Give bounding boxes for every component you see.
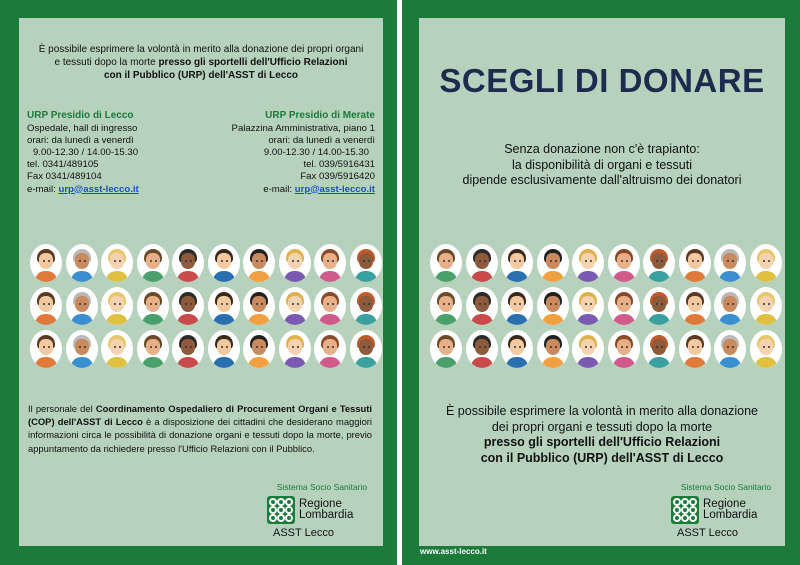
- person-portrait-icon: [137, 287, 169, 325]
- person-portrait-icon: [66, 287, 98, 325]
- person-portrait-icon: [430, 244, 462, 282]
- person-portrait-icon: [714, 287, 746, 325]
- person-portrait-icon: [137, 244, 169, 282]
- person-portrait-icon: [679, 287, 711, 325]
- tagline-line: Senza donazione non c'è trapianto:: [504, 142, 700, 156]
- person-portrait-icon: [537, 287, 569, 325]
- lower-line-bold: presso gli sportelli dell'Ufficio Relazioni: [483, 435, 721, 449]
- brand-region-line1: Regione: [703, 498, 746, 510]
- lecco-email-row: [27, 184, 139, 196]
- person-portrait-icon: [243, 244, 275, 282]
- left-panel: [19, 18, 383, 546]
- contact-lecco: [27, 110, 139, 196]
- person-portrait-icon: [608, 244, 640, 282]
- merate-email-row: [232, 184, 375, 196]
- left-intro: [19, 43, 383, 82]
- right-panel: [419, 18, 785, 546]
- person-portrait-icon: [537, 330, 569, 368]
- person-portrait-icon: [501, 330, 533, 368]
- lecco-email-label: e-mail:: [27, 183, 59, 195]
- lower-text: [419, 404, 785, 466]
- intro-line-1: È possibile esprimere la volontà in merito alla donazione dei propri organi: [38, 44, 364, 55]
- person-portrait-icon: [608, 287, 640, 325]
- person-portrait-icon: [430, 330, 462, 368]
- intro-line-2-bold: presso gli sportelli dell'Ufficio Relazioni: [158, 57, 348, 68]
- brand-system-text: Sistema Socio Sanitario: [276, 482, 368, 492]
- lecco-title: URP Presidio di Lecco: [27, 110, 134, 121]
- faces-grid-left: [30, 244, 383, 373]
- regione-lombardia-logo-left: [267, 482, 377, 539]
- merate-email-label: e-mail:: [263, 183, 295, 195]
- person-portrait-icon: [66, 244, 98, 282]
- lower-line: È possibile esprimere la volontà in merito alla donazione: [446, 404, 758, 418]
- merate-line: Palazzina Amministrativa, piano 1: [231, 122, 375, 134]
- lecco-line: 9.00-12.30 / 14.00-15.30: [33, 146, 139, 158]
- person-portrait-icon: [466, 244, 498, 282]
- person-portrait-icon: [643, 287, 675, 325]
- merate-title: URP Presidio di Merate: [265, 110, 375, 121]
- brand-region-name: [299, 499, 353, 521]
- person-portrait-icon: [30, 287, 62, 325]
- coord-text-bold: Coordinamento Ospedaliero di Procurement Organi e Tessuti (COP) dell'ASST di Lecco: [28, 403, 372, 428]
- person-portrait-icon: [350, 330, 382, 368]
- person-portrait-icon: [466, 287, 498, 325]
- lecco-line: Fax 0341/489104: [27, 171, 102, 183]
- lecco-line: Ospedale, hall di ingresso: [27, 122, 138, 134]
- intro-line-2: e tessuti dopo la morte: [54, 57, 159, 68]
- person-portrait-icon: [137, 330, 169, 368]
- person-portrait-icon: [30, 330, 62, 368]
- coordination-paragraph: [28, 402, 372, 455]
- person-portrait-icon: [101, 244, 133, 282]
- regione-lombardia-logo-right: [671, 482, 781, 539]
- person-portrait-icon: [750, 244, 782, 282]
- person-portrait-icon: [66, 330, 98, 368]
- lecco-line: tel. 0341/489105: [27, 159, 99, 171]
- merate-line: 9.00-12.30 / 14.00-15.30: [263, 146, 369, 158]
- person-portrait-icon: [643, 244, 675, 282]
- brand-region-line2: Lombardia: [703, 509, 758, 521]
- person-portrait-icon: [714, 244, 746, 282]
- person-portrait-icon: [172, 330, 204, 368]
- lower-line: dei propri organi e tessuti dopo la morte: [491, 419, 713, 434]
- lombardia-rose-icon: [671, 496, 699, 524]
- person-portrait-icon: [279, 330, 311, 368]
- person-portrait-icon: [679, 244, 711, 282]
- person-portrait-icon: [172, 244, 204, 282]
- person-portrait-icon: [208, 244, 240, 282]
- brand-region-line2: Lombardia: [299, 509, 354, 521]
- contact-merate: [232, 110, 375, 196]
- person-portrait-icon: [101, 330, 133, 368]
- person-portrait-icon: [243, 287, 275, 325]
- person-portrait-icon: [208, 330, 240, 368]
- brand-asst: ASST Lecco: [273, 527, 334, 539]
- brand-region-name: [703, 499, 757, 521]
- tagline-line: dipende esclusivamente dall'altruismo dei donatori: [462, 173, 742, 187]
- person-portrait-icon: [30, 244, 62, 282]
- person-portrait-icon: [314, 330, 346, 368]
- brand-region-line1: Regione: [299, 498, 342, 510]
- person-portrait-icon: [101, 287, 133, 325]
- merate-email-link[interactable]: urp@asst-lecco.it: [294, 183, 375, 195]
- person-portrait-icon: [572, 244, 604, 282]
- faces-grid-right: [430, 244, 783, 373]
- coord-text-2: è a disposizione dei cittadini che desiderano maggiori informazioni circa le possibilità di donazione organi e tessuti dopo la morte, previo appuntamento da richiedere presso l'Ufficio Relazioni con il Pubblico.: [28, 416, 372, 454]
- person-portrait-icon: [314, 244, 346, 282]
- person-portrait-icon: [714, 330, 746, 368]
- merate-line: Fax 039/5916420: [300, 171, 375, 183]
- person-portrait-icon: [208, 287, 240, 325]
- lombardia-rose-icon: [267, 496, 295, 524]
- person-portrait-icon: [501, 244, 533, 282]
- tagline: [419, 142, 785, 189]
- person-portrait-icon: [572, 287, 604, 325]
- lecco-email-link[interactable]: urp@asst-lecco.it: [58, 183, 139, 195]
- brand-system-text: Sistema Socio Sanitario: [680, 482, 772, 492]
- lower-line-bold: con il Pubblico (URP) dell'ASST di Lecco: [480, 450, 724, 465]
- person-portrait-icon: [350, 287, 382, 325]
- tagline-line: la disponibilità di organi e tessuti: [512, 157, 692, 172]
- coord-text-1: Il personale del: [28, 403, 96, 414]
- website-link[interactable]: www.asst-lecco.it: [420, 547, 487, 556]
- person-portrait-icon: [572, 330, 604, 368]
- headline: SCEGLI DI DONARE: [439, 62, 765, 99]
- person-portrait-icon: [750, 287, 782, 325]
- right-page: [402, 0, 800, 565]
- person-portrait-icon: [501, 287, 533, 325]
- left-page: [0, 0, 397, 565]
- person-portrait-icon: [350, 244, 382, 282]
- person-portrait-icon: [243, 330, 275, 368]
- intro-line-3-bold: con il Pubblico (URP) dell'ASST di Lecco: [103, 70, 299, 81]
- person-portrait-icon: [172, 287, 204, 325]
- person-portrait-icon: [608, 330, 640, 368]
- person-portrait-icon: [750, 330, 782, 368]
- lecco-line: orari: da lunedì a venerdì: [27, 134, 134, 146]
- person-portrait-icon: [279, 287, 311, 325]
- person-portrait-icon: [314, 287, 346, 325]
- person-portrait-icon: [430, 287, 462, 325]
- person-portrait-icon: [537, 244, 569, 282]
- merate-line: orari: da lunedì a venerdì: [268, 134, 375, 146]
- person-portrait-icon: [279, 244, 311, 282]
- person-portrait-icon: [679, 330, 711, 368]
- person-portrait-icon: [466, 330, 498, 368]
- brand-asst: ASST Lecco: [677, 527, 738, 539]
- person-portrait-icon: [643, 330, 675, 368]
- merate-line: tel. 039/5916431: [303, 159, 375, 171]
